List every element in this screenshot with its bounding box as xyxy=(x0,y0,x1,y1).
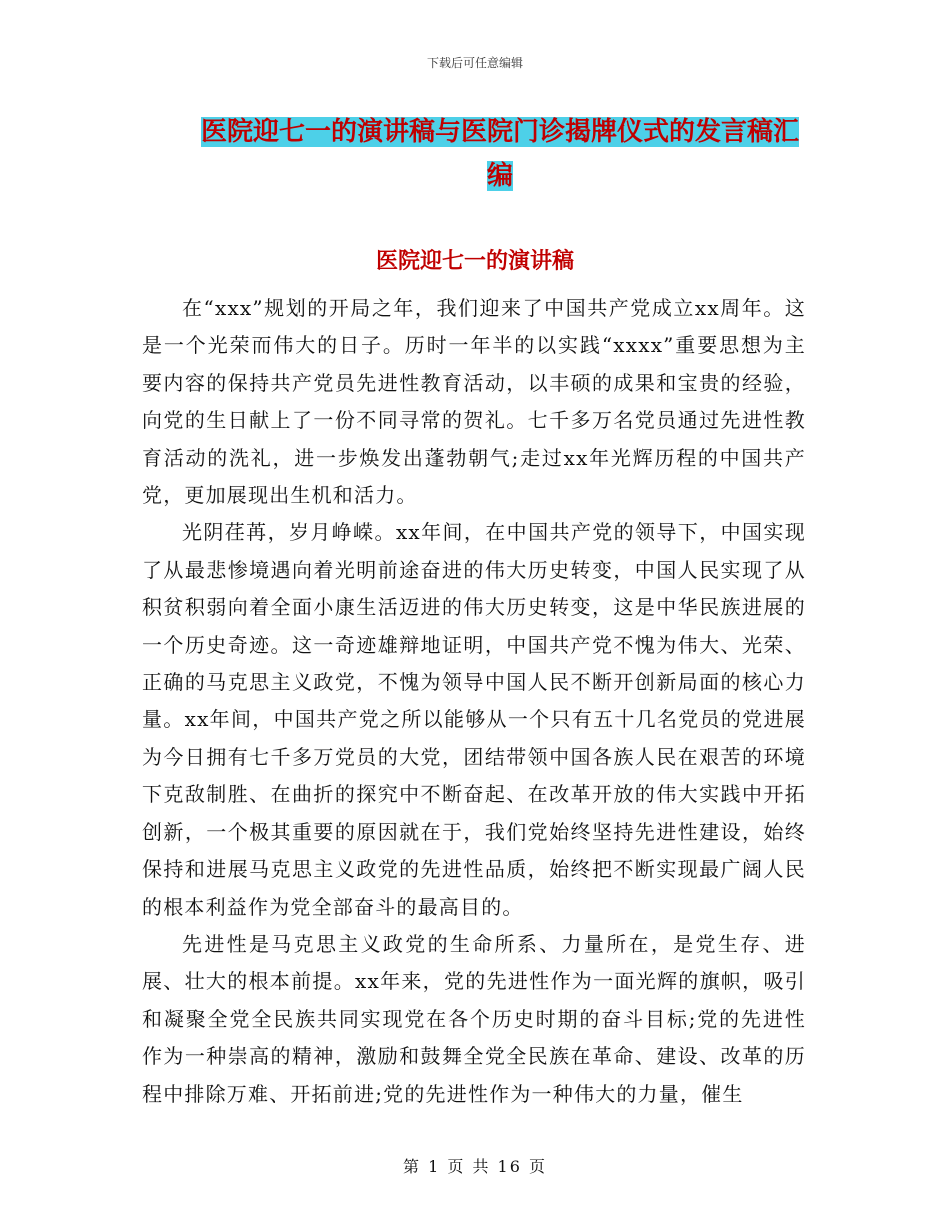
header-note: 下载后可任意编辑 xyxy=(426,56,523,70)
paragraph-1: 在“xxx”规划的开局之年，我们迎来了中国共产党成立xx周年。这是一个光荣而伟大的日子。历时一年半的以实践“xxxx”重要思想为主要内容的保持共产党员先进性教育活动，以丰硕的成果和宝贵的经验，向党的生日献上了一份不同寻常的贺礼。七千多万名党员通过先进性教育活动的洗礼，进一步焕发出蓬勃朝气;走过xx年光辉历程的中国共产党，更加展现出生机和活力。 xyxy=(142,296,806,508)
document-title xyxy=(190,110,810,198)
paragraph-3: 先进性是马克思主义政党的生命所系、力量所在，是党生存、进展、壮大的根本前提。xx年来，党的先进性作为一面光辉的旗帜，吸引和凝聚全党全民族共同实现党在各个历史时期的奋斗目标;党的先进性作为一种崇高的精神，激励和鼓舞全党全民族在革命、建设、改革的历程中排除万难、开拓前进;党的先进性作为一种伟大的力量，催生 xyxy=(142,931,806,1106)
page-footer: 第 1 页 共 16 页 xyxy=(403,1157,547,1176)
body-text xyxy=(142,290,806,1113)
paragraph-2: 光阴荏苒，岁月峥嵘。xx年间，在中国共产党的领导下，中国实现了从最悲惨境遇向着光明前途奋进的伟大历史转变，中国人民实现了从积贫积弱向着全面小康生活迈进的伟大历史转变，这是中华民族进展的一个历史奇迹。这一奇迹雄辩地证明，中国共产党不愧为伟大、光荣、正确的马克思主义政党，不愧为领导中国人民不断开创新局面的核心力量。xx年间，中国共产党之所以能够从一个只有五十几名党员的党进展为今日拥有七千多万党员的大党，团结带领中国各族人民在艰苦的环境下克敌制胜、在曲折的探究中不断奋起、在改革开放的伟大实践中开拓创新，一个极其重要的原因就在于，我们党始终坚持先进性建设，始终保持和进展马克思主义政党的先进性品质，始终把不断实现最广阔人民的根本利益作为党全部奋斗的最高目的。 xyxy=(142,520,806,919)
document-title-text: 医院迎七一的演讲稿与医院门诊揭牌仪式的发言稿汇编 xyxy=(200,117,799,191)
section-title: 医院迎七一的演讲稿 xyxy=(375,249,574,274)
